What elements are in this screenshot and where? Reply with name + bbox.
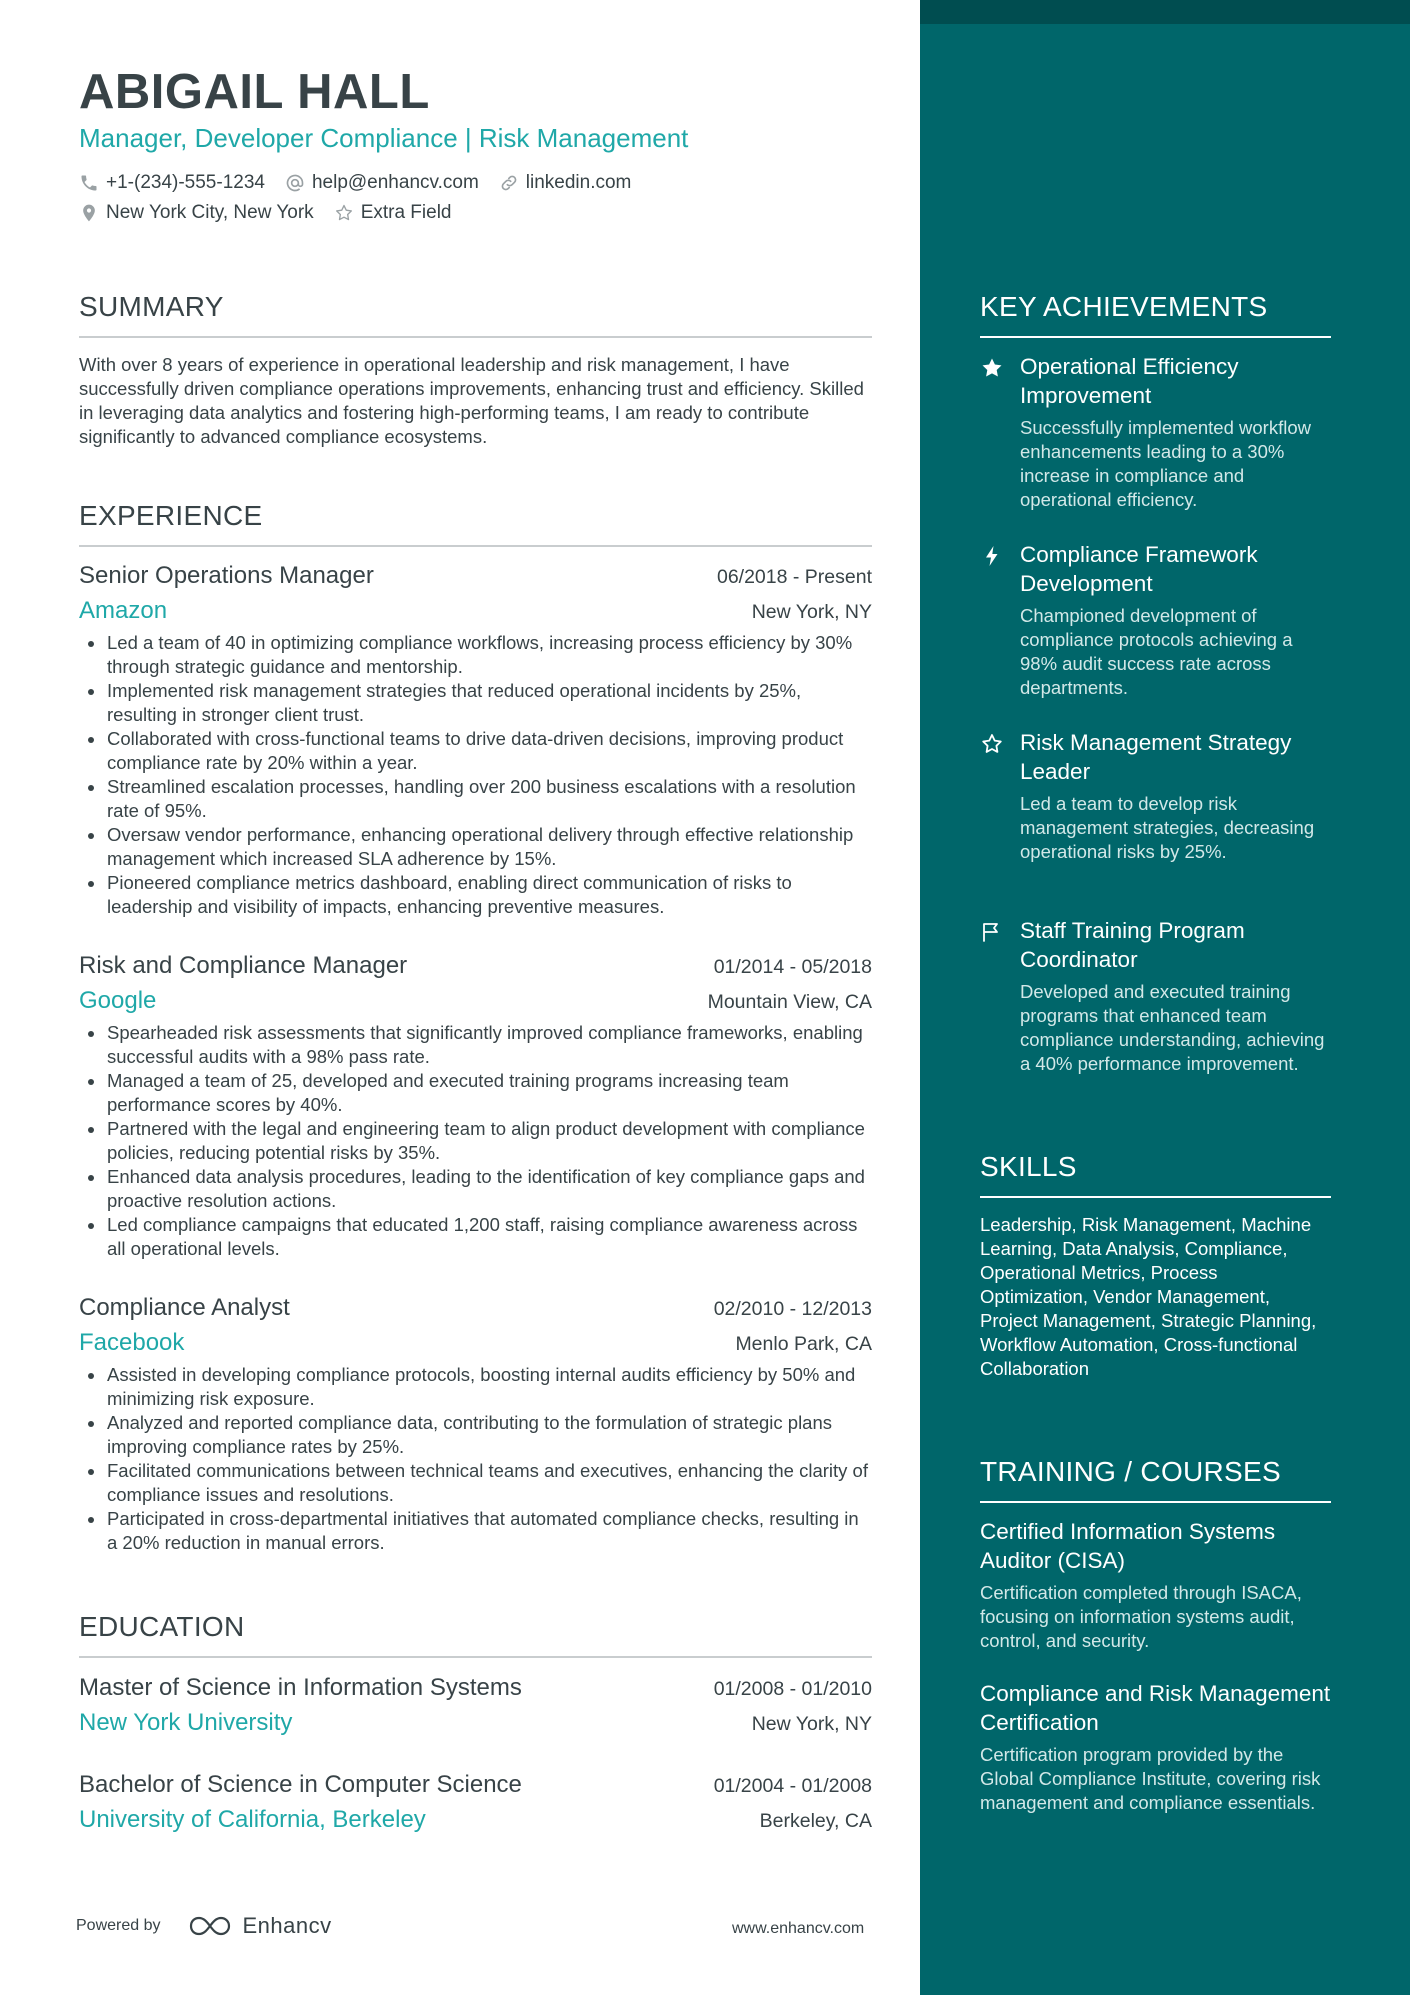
location-contact [79,202,314,224]
job-dates: 06/2018 - Present [716,566,872,588]
location-pin-icon [79,203,99,223]
location-text: New York City, New York [106,202,314,223]
job-bullet: Managed a team of 25, developed and executed training programs increasing team performance scores by 40%. [79,1069,872,1117]
enhancv-brand[interactable] [187,1913,332,1939]
phone-text: +1-(234)-555-1234 [106,172,265,193]
achievement-item [980,540,1331,700]
job-location: Menlo Park, CA [735,1333,872,1355]
job-bullet: Facilitated communications between technical teams and executives, enhancing the clarity of compliance issues and resolutions. [79,1459,872,1507]
job-company: Facebook [79,1329,185,1356]
experience-heading: EXPERIENCE [79,499,872,547]
extra-field-contact [334,202,452,224]
achievement-title: Operational Efficiency Improvement [1020,354,1239,408]
degree-title: Master of Science in Information Systems [79,1674,522,1701]
job-title: Risk and Compliance Manager [79,952,408,979]
lightning-icon [980,544,1004,568]
school-name: New York University [79,1709,293,1736]
job-bullet: Led compliance campaigns that educated 1,200 staff, raising compliance awareness across all operational levels. [79,1213,872,1261]
job-title: Compliance Analyst [79,1294,290,1321]
job-bullet: Enhanced data analysis procedures, leading to the identification of key compliance gaps and proactive resolution actions. [79,1165,872,1213]
job-dates: 01/2014 - 05/2018 [713,956,872,978]
education-location: Berkeley, CA [759,1810,872,1832]
contact-row-1 [79,172,651,194]
achievement-desc: Led a team to develop risk management strategies, decreasing operational risks by 25%. [1020,793,1315,862]
star-filled-icon [980,356,1004,380]
enhancv-logo-icon [187,1913,233,1939]
job-entry [79,949,872,1261]
course-desc: Certification program provided by the Global Compliance Institute, covering risk management and compliance essentials. [980,1744,1321,1813]
job-location: New York, NY [751,601,872,623]
linkedin-contact[interactable] [499,172,632,194]
job-bullet: Streamlined escalation processes, handling over 200 business escalations with a resolution rate of 95%. [79,775,872,823]
job-bullet: Assisted in developing compliance protocols, boosting internal audits efficiency by 50% and minimizing risk exposure. [79,1363,872,1411]
footer-website[interactable]: www.enhancv.com [732,1920,865,1937]
achievement-title: Risk Management Strategy Leader [1020,730,1292,784]
achievement-desc: Successfully implemented workflow enhancements leading to a 30% increase in compliance and operational efficiency. [1020,417,1311,510]
course-title: Compliance and Risk Management Certification [980,1681,1331,1735]
job-company: Google [79,987,157,1014]
job-bullet: Oversaw vendor performance, enhancing operational delivery through effective relationship management which increased SLA adherence by 15%. [79,823,872,871]
course-desc: Certification completed through ISACA, focusing on information systems audit, control, and security. [980,1582,1302,1651]
job-bullet: Participated in cross-departmental initiatives that automated compliance checks, resulting in a 20% reduction in manual errors. [79,1507,872,1555]
job-location: Mountain View, CA [707,991,872,1013]
linkedin-text: linkedin.com [525,172,632,193]
candidate-title: Manager, Developer Compliance | Risk Management [79,123,689,153]
candidate-name: ABIGAIL HALL [79,65,430,119]
course-item [980,1517,1331,1653]
job-bullet: Analyzed and reported compliance data, contributing to the formulation of strategic plans improving compliance rates by 25%. [79,1411,872,1459]
job-bullet: Pioneered compliance metrics dashboard, enabling direct communication of risks to leadership and visibility of impacts, enhancing preventive measures. [79,871,872,919]
link-icon [499,173,519,193]
course-item [980,1679,1331,1815]
job-entry [79,559,872,919]
job-bullets [79,631,872,919]
education-dates: 01/2008 - 01/2010 [713,1678,872,1700]
achievement-item [980,728,1331,864]
phone-contact[interactable] [79,172,265,194]
flag-icon [980,920,1004,944]
sidebar-top-bar [920,0,1410,24]
enhancv-brand-text: Enhancv [242,1913,332,1938]
extra-field-text: Extra Field [360,202,452,223]
job-bullets [79,1021,872,1261]
email-contact[interactable] [285,172,479,194]
star-outline-icon [980,732,1004,756]
education-dates: 01/2004 - 01/2008 [713,1775,872,1797]
school-name: University of California, Berkeley [79,1806,426,1833]
summary-text: With over 8 years of experience in operational leadership and risk management, I have successfully driven compliance operations improvements, enhancing trust and efficiency. Skilled in leveraging data analytics and fostering high-performing teams, I am ready to contribute significantly to advanced compliance ecosystems. [79,354,864,447]
star-outline-icon [334,203,354,223]
job-bullet: Led a team of 40 in optimizing compliance workflows, increasing process efficiency by 30% through strategic guidance and mentorship. [79,631,872,679]
summary-heading: SUMMARY [79,290,872,338]
job-bullet: Implemented risk management strategies that reduced operational incidents by 25%, resulting in stronger client trust. [79,679,872,727]
job-entry [79,1291,872,1555]
job-bullet: Partnered with the legal and engineering team to align product development with compliance policies, reducing potential risks by 35%. [79,1117,872,1165]
achievement-item [980,916,1331,1076]
education-heading: EDUCATION [79,1610,872,1658]
contact-row-2 [79,202,472,224]
course-title: Certified Information Systems Auditor (CISA) [980,1519,1276,1573]
skills-list: Leadership, Risk Management, Machine Learning, Data Analysis, Compliance, Operational Metrics, Process Optimization, Vendor Management, Project Management, Strategic Planning, Workflow Automation, Cross-functional Collaboration [980,1214,1317,1379]
achievement-desc: Developed and executed training programs that enhanced team compliance understanding, achieving a 40% performance improvement. [1020,981,1325,1074]
education-entry [79,1768,872,1838]
footer-powered-by [76,1913,332,1939]
job-company: Amazon [79,597,168,624]
skills-heading: SKILLS [980,1150,1331,1198]
phone-icon [79,173,99,193]
education-entry [79,1671,872,1741]
achievement-title: Compliance Framework Development [1020,542,1258,596]
job-title: Senior Operations Manager [79,562,374,589]
education-location: New York, NY [751,1713,872,1735]
achievement-desc: Championed development of compliance protocols achieving a 98% audit success rate across departments. [1020,605,1293,698]
powered-by-label: Powered by [76,1917,161,1934]
at-icon [285,173,305,193]
achievements-heading: KEY ACHIEVEMENTS [980,290,1331,338]
degree-title: Bachelor of Science in Computer Science [79,1771,522,1798]
achievement-title: Staff Training Program Coordinator [1020,918,1245,972]
email-text: help@enhancv.com [311,172,479,193]
training-heading: TRAINING / COURSES [980,1455,1331,1503]
achievement-item [980,352,1331,512]
job-bullet: Collaborated with cross-functional teams to drive data-driven decisions, improving product compliance rate by 20% within a year. [79,727,872,775]
job-dates: 02/2010 - 12/2013 [713,1298,872,1320]
job-bullets [79,1363,872,1555]
job-bullet: Spearheaded risk assessments that significantly improved compliance frameworks, enabling successful audits with a 98% pass rate. [79,1021,872,1069]
